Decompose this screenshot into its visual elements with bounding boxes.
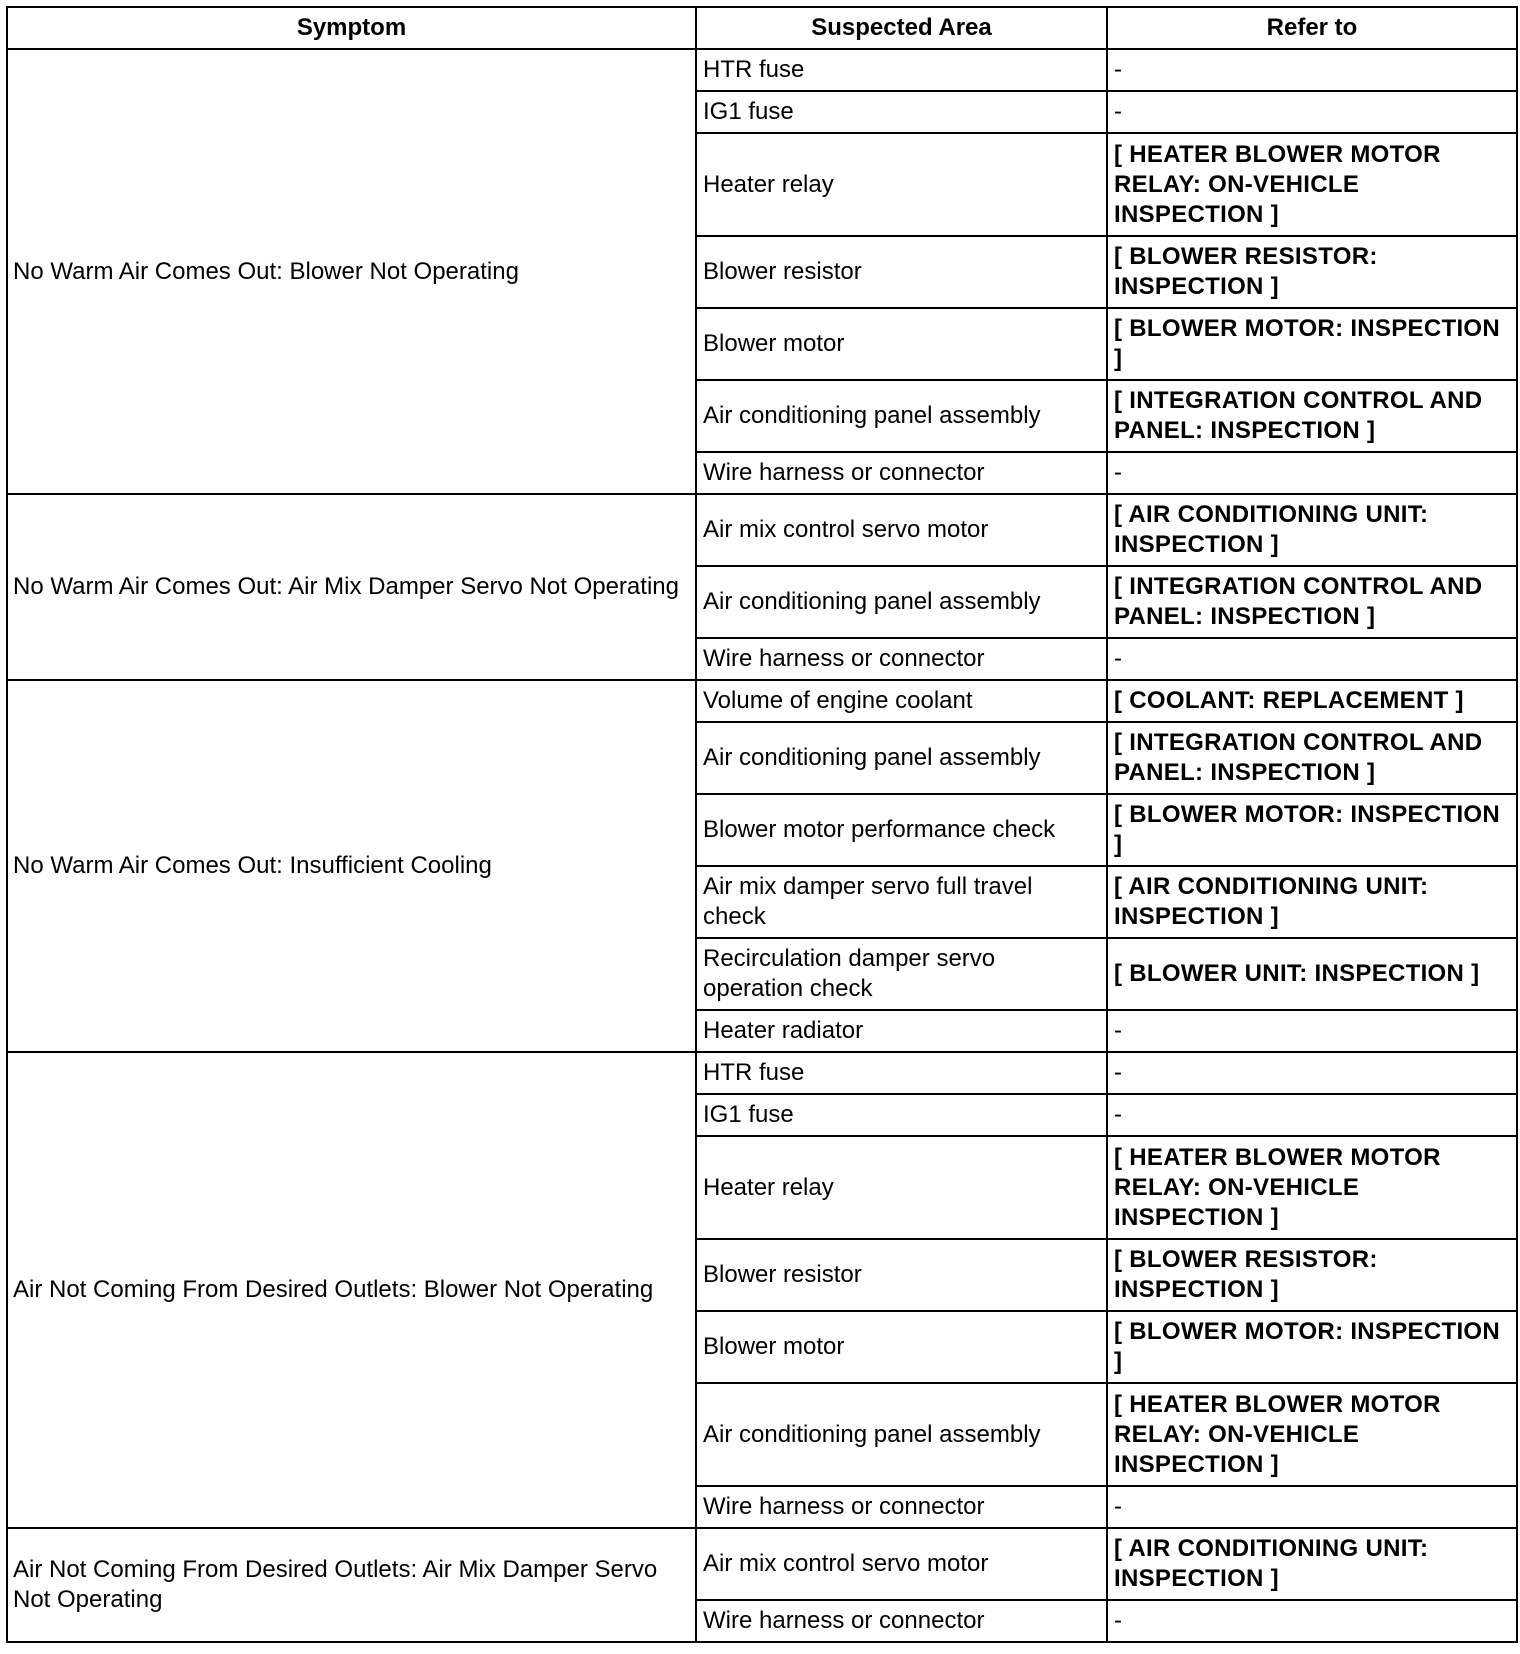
refer-to-cell: -: [1107, 1010, 1517, 1052]
suspected-area-cell: Air conditioning panel assembly: [696, 1383, 1107, 1486]
refer-to-cell: -: [1107, 1486, 1517, 1528]
symptom-cell: Air Not Coming From Desired Outlets: Blower Not Operating: [7, 1052, 696, 1528]
suspected-area-cell: HTR fuse: [696, 1052, 1107, 1094]
refer-to-cell: -: [1107, 91, 1517, 133]
table-body: [7, 49, 1517, 1642]
header-symptom: Symptom: [7, 7, 696, 49]
suspected-area-cell: Wire harness or connector: [696, 452, 1107, 494]
suspected-area-cell: Blower motor: [696, 308, 1107, 380]
symptom-cell: Air Not Coming From Desired Outlets: Air Mix Damper Servo Not Operating: [7, 1528, 696, 1642]
suspected-area-cell: Air mix damper servo full travel check: [696, 866, 1107, 938]
symptom-cell: No Warm Air Comes Out: Insufficient Cooling: [7, 680, 696, 1052]
diagnosis-table: [6, 6, 1518, 1643]
table-row: [7, 680, 1517, 722]
refer-to-cell: [ BLOWER UNIT: INSPECTION ]: [1107, 938, 1517, 1010]
suspected-area-cell: Blower motor performance check: [696, 794, 1107, 866]
refer-to-cell: [ INTEGRATION CONTROL AND PANEL: INSPECTION ]: [1107, 380, 1517, 452]
suspected-area-cell: Air conditioning panel assembly: [696, 380, 1107, 452]
suspected-area-cell: Wire harness or connector: [696, 1600, 1107, 1642]
suspected-area-cell: Volume of engine coolant: [696, 680, 1107, 722]
suspected-area-cell: Wire harness or connector: [696, 1486, 1107, 1528]
symptom-cell: No Warm Air Comes Out: Air Mix Damper Servo Not Operating: [7, 494, 696, 680]
suspected-area-cell: Heater relay: [696, 1136, 1107, 1239]
refer-to-cell: -: [1107, 1094, 1517, 1136]
table-row: [7, 494, 1517, 566]
refer-to-cell: [ BLOWER MOTOR: INSPECTION ]: [1107, 1311, 1517, 1383]
suspected-area-cell: Heater relay: [696, 133, 1107, 236]
suspected-area-cell: Air conditioning panel assembly: [696, 566, 1107, 638]
refer-to-cell: -: [1107, 638, 1517, 680]
refer-to-cell: [ BLOWER MOTOR: INSPECTION ]: [1107, 308, 1517, 380]
refer-to-cell: [ HEATER BLOWER MOTOR RELAY: ON-VEHICLE INSPECTION ]: [1107, 1136, 1517, 1239]
refer-to-cell: -: [1107, 1052, 1517, 1094]
header-refer-to: Refer to: [1107, 7, 1517, 49]
refer-to-cell: [ INTEGRATION CONTROL AND PANEL: INSPECTION ]: [1107, 566, 1517, 638]
suspected-area-cell: IG1 fuse: [696, 1094, 1107, 1136]
refer-to-cell: [ COOLANT: REPLACEMENT ]: [1107, 680, 1517, 722]
refer-to-cell: [ BLOWER MOTOR: INSPECTION ]: [1107, 794, 1517, 866]
table-row: [7, 1528, 1517, 1600]
suspected-area-cell: Air mix control servo motor: [696, 494, 1107, 566]
header-suspected-area: Suspected Area: [696, 7, 1107, 49]
header-row: [7, 7, 1517, 49]
suspected-area-cell: Air mix control servo motor: [696, 1528, 1107, 1600]
table-row: [7, 1052, 1517, 1094]
refer-to-cell: [ INTEGRATION CONTROL AND PANEL: INSPECTION ]: [1107, 722, 1517, 794]
suspected-area-cell: Blower resistor: [696, 1239, 1107, 1311]
suspected-area-cell: Heater radiator: [696, 1010, 1107, 1052]
suspected-area-cell: Blower motor: [696, 1311, 1107, 1383]
refer-to-cell: [ AIR CONDITIONING UNIT: INSPECTION ]: [1107, 494, 1517, 566]
suspected-area-cell: Recirculation damper servo operation check: [696, 938, 1107, 1010]
suspected-area-cell: Blower resistor: [696, 236, 1107, 308]
suspected-area-cell: HTR fuse: [696, 49, 1107, 91]
refer-to-cell: [ BLOWER RESISTOR: INSPECTION ]: [1107, 236, 1517, 308]
refer-to-cell: -: [1107, 1600, 1517, 1642]
refer-to-cell: [ AIR CONDITIONING UNIT: INSPECTION ]: [1107, 1528, 1517, 1600]
refer-to-cell: -: [1107, 49, 1517, 91]
symptom-cell: No Warm Air Comes Out: Blower Not Operating: [7, 49, 696, 494]
refer-to-cell: [ BLOWER RESISTOR: INSPECTION ]: [1107, 1239, 1517, 1311]
table-row: [7, 49, 1517, 91]
refer-to-cell: [ AIR CONDITIONING UNIT: INSPECTION ]: [1107, 866, 1517, 938]
suspected-area-cell: Air conditioning panel assembly: [696, 722, 1107, 794]
suspected-area-cell: Wire harness or connector: [696, 638, 1107, 680]
refer-to-cell: -: [1107, 452, 1517, 494]
suspected-area-cell: IG1 fuse: [696, 91, 1107, 133]
refer-to-cell: [ HEATER BLOWER MOTOR RELAY: ON-VEHICLE INSPECTION ]: [1107, 1383, 1517, 1486]
refer-to-cell: [ HEATER BLOWER MOTOR RELAY: ON-VEHICLE INSPECTION ]: [1107, 133, 1517, 236]
